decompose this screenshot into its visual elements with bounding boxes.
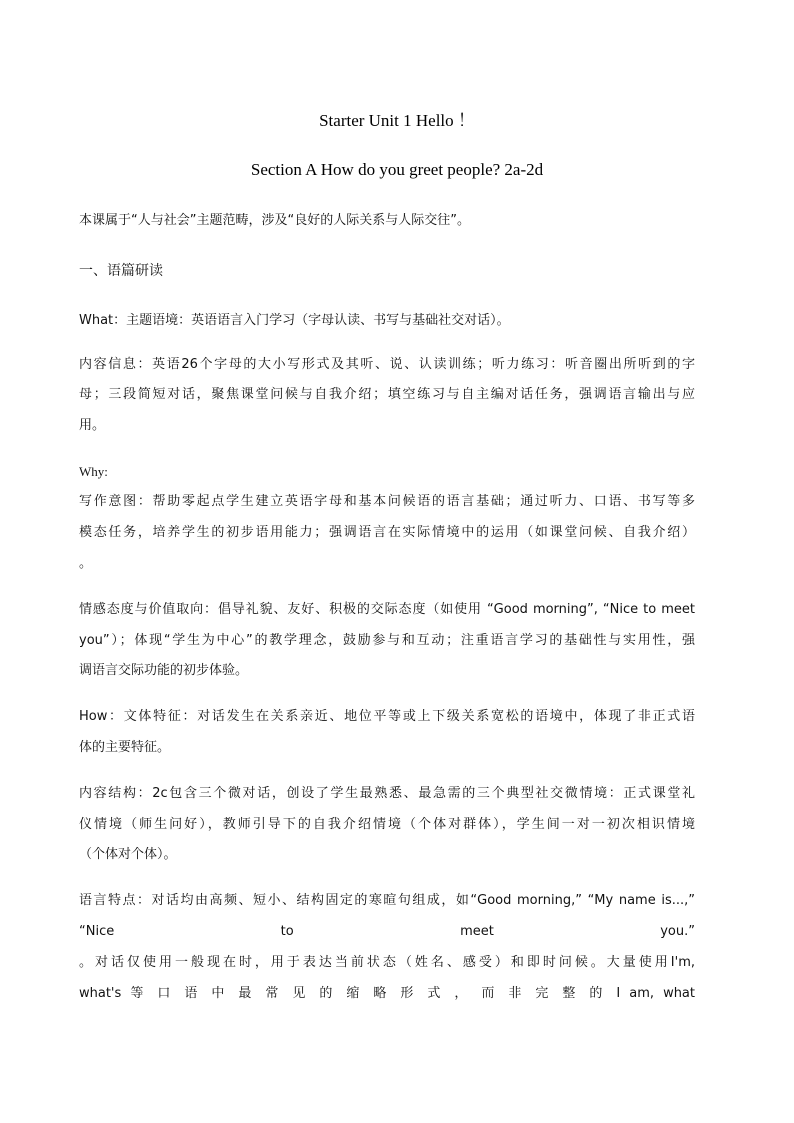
- writing-intent-line: 模态任务，培养学生的初步语用能力；强调语言在实际情境中的运用（如课堂问候、自我介绍）: [79, 525, 695, 540]
- what-paragraph: What：主题语境：英语语言入门学习（字母认读、书写与基础社交对话）。: [79, 313, 510, 328]
- structure-line: 仪情境（师生问好），教师引导下的自我介绍情境（个体对群体），学生间一对一初次相识情境: [79, 817, 695, 832]
- intro-paragraph: 本课属于“人与社会”主题范畴，涉及“良好的人际关系与人际交往”。: [79, 213, 470, 228]
- how-line: How：文体特征：对话发生在关系亲近、地位平等或上下级关系宽松的语境中，体现了非正式语: [79, 709, 695, 724]
- section-heading: 一、语篇研读: [79, 263, 163, 279]
- emotion-line: 情感态度与价值取向：倡导礼貌、友好、积极的交际态度（如使用 “Good morning”, “Nice to meet: [79, 602, 695, 617]
- emotion-line: 调语言交际功能的初步体验。: [79, 663, 249, 678]
- structure-line: （个体对个体）。: [79, 847, 177, 862]
- content-info-line: 母；三段简短对话，聚焦课堂问候与自我介绍；填空练习与自主编对话任务，强调语言输出与应: [79, 387, 695, 402]
- content-info-line: 内容信息：英语26个字母的大小写形式及其听、说、认读训练；听力练习：听音圈出所听到的字: [79, 357, 695, 372]
- document-title: Starter Unit 1 Hello ！: [319, 111, 475, 130]
- writing-intent-line: 。: [79, 556, 93, 571]
- why-label: Why:: [79, 464, 108, 479]
- language-line: “Nice to meet you.”: [79, 924, 695, 939]
- language-line: 。对话仅使用一般现在时，用于表达当前状态（姓名、感受）和即时问候。大量使用I'm,: [79, 955, 695, 970]
- content-info-line: 用。: [79, 418, 106, 433]
- language-line: 语言特点：对话均由高频、短小、结构固定的寒暄句组成，如“Good morning,” “My name is...,”: [79, 893, 695, 908]
- language-line: what's 等 口 语 中 最 常 见 的 缩 略 形 式 ， 而 非 完 整 的 I am, what: [79, 986, 695, 1001]
- emotion-line: you”）；体现“学生为中心”的教学理念，鼓励参与和互动；注重语言学习的基础性与实用性，强: [79, 633, 695, 648]
- document-subtitle: Section A How do you greet people? 2a-2d: [250, 160, 544, 179]
- how-line: 体的主要特征。: [79, 740, 171, 755]
- writing-intent-line: 写作意图：帮助零起点学生建立英语字母和基本问候语的语言基础；通过听力、口语、书写等多: [79, 494, 695, 509]
- structure-line: 内容结构：2c包含三个微对话，创设了学生最熟悉、最急需的三个典型社交微情境：正式课堂礼: [79, 786, 695, 801]
